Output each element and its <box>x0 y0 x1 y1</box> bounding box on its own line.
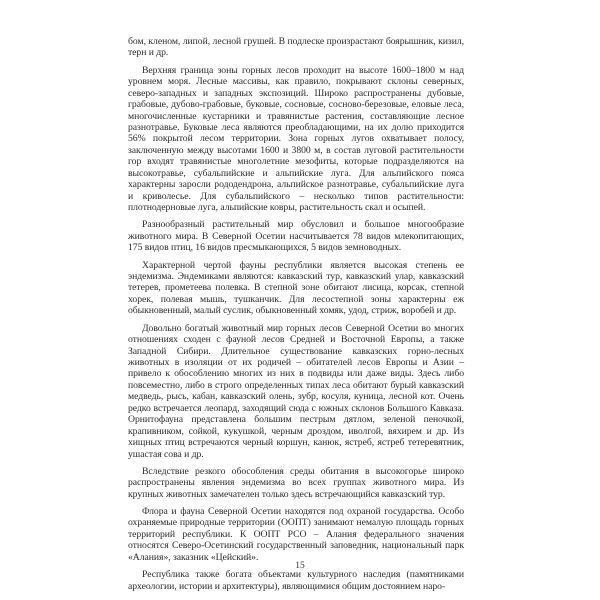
paragraph-5: Довольно богатый животный мир горных лесов Северной Осетии во многих отношениях сходен с фауной лесов Средней и Восточной Европы, а также Западной Сибири. Длительное существование кавказских горно-лесных животных в изоляции от их родичей – обитателей лесов Европы и Азии – привело к обособлению многих из них в подвиды или даже виды. Здесь либо повсеместно, либо в строго определенных типах леса обитают бурый кавказский медведь, рысь, кабан, кавказский олень, зубр, косуля, куница, лесной кот. Очень редко встречается леопард, заходящий сюда с южных склонов Большого Кавказа. Орнитофауна представлена большим пестрым дятлом, зеленой пеночкой, крапивником, сойкой, кукушкой, черным дроздом, иволгой, вяхирем и др. Из хищных птиц встречаются черный коршун, канюк, ястреб, ястреб тетеревятник, ушастая сова и др. <box>128 322 464 460</box>
paragraph-4: Характерной чертой фауны республики является высокая степень ее эндемизма. Эндемиками являются: кавказский тур, кавказский улар, кавказский тетерев, прометеева полевка. В степной зоне обитают лисица, корсак, степной хорек, полевая мышь, тушканчик. Для лесостепной зоны характерны еж обыкновенный, малый суслик, обыкновенный хомяк, удод, стриж, воробей и др. <box>128 259 464 317</box>
body-text <box>128 36 464 592</box>
paragraph-7: Флора и фауна Северной Осетии находятся под охраной государства. Особо охраняемые природные территории (ООПТ) занимают немалую площадь горных территорий республики. К ООПТ РСО – Алания федерального значения относятся Северо-Осетинский государственный заповедник, национальный парк «Алания», заказник «Цейский». <box>128 506 464 563</box>
paragraph-8: Республика также богата объектами культурного наследия (памятниками археологии, истории и архитектуры), являющимися общим достоянием наро- <box>128 569 464 592</box>
paragraph-2: Верхняя граница зоны горных лесов проходит на высоте 1600–1800 м над уровнем моря. Лесные массивы, как правило, покрывают склоны северных, северо-западных и западных экспозиций. Широко распространены дубовые, грабовые, дубово-грабовые, буковые, сосновые, сосново-березовые, еловые леса, многочисленные кустарники и травянистые растения, составляющие лесное разнотравье. Буковые леса являются преобладающими, на их долю приходится 56% покрытой лесом территории. Зона горных лугов охватывает полосу, заключенную между высотами 1600 и 3800 м, в состав луговой растительности гор входят травянистые многолетние мезофиты, которые подразделяются на высокотравье, субальпийские и альпийские луга. Для альпийского пояса характерны заросли рододендрона, альпийское разнотравье, субальпийские луга и криволесье. Для субальпийского – несколько типов растительности: плотнодерновые луга, альпийские ковры, растительность скал и осыпей. <box>128 64 464 214</box>
page-number: 15 <box>295 561 305 571</box>
paragraph-6: Вследствие резкого обособления среды обитания в высокогорье широко распространены явления эндемизма во всех группах животного мира. Из крупных животных замечателен только здесь встречающийся кавказский тур. <box>128 465 464 500</box>
paragraph-1: бом, кленом, липой, лесной грушей. В подлеске произрастают боярышник, кизил, терн и др. <box>128 36 464 59</box>
paragraph-3: Разнообразный растительный мир обусловил и большое многообразие животного мира. В Северной Осетии насчитывается 78 видов млекопитающих, 175 видов птиц, 16 видов пресмыкающихся, 5 видов земноводных. <box>128 219 464 254</box>
